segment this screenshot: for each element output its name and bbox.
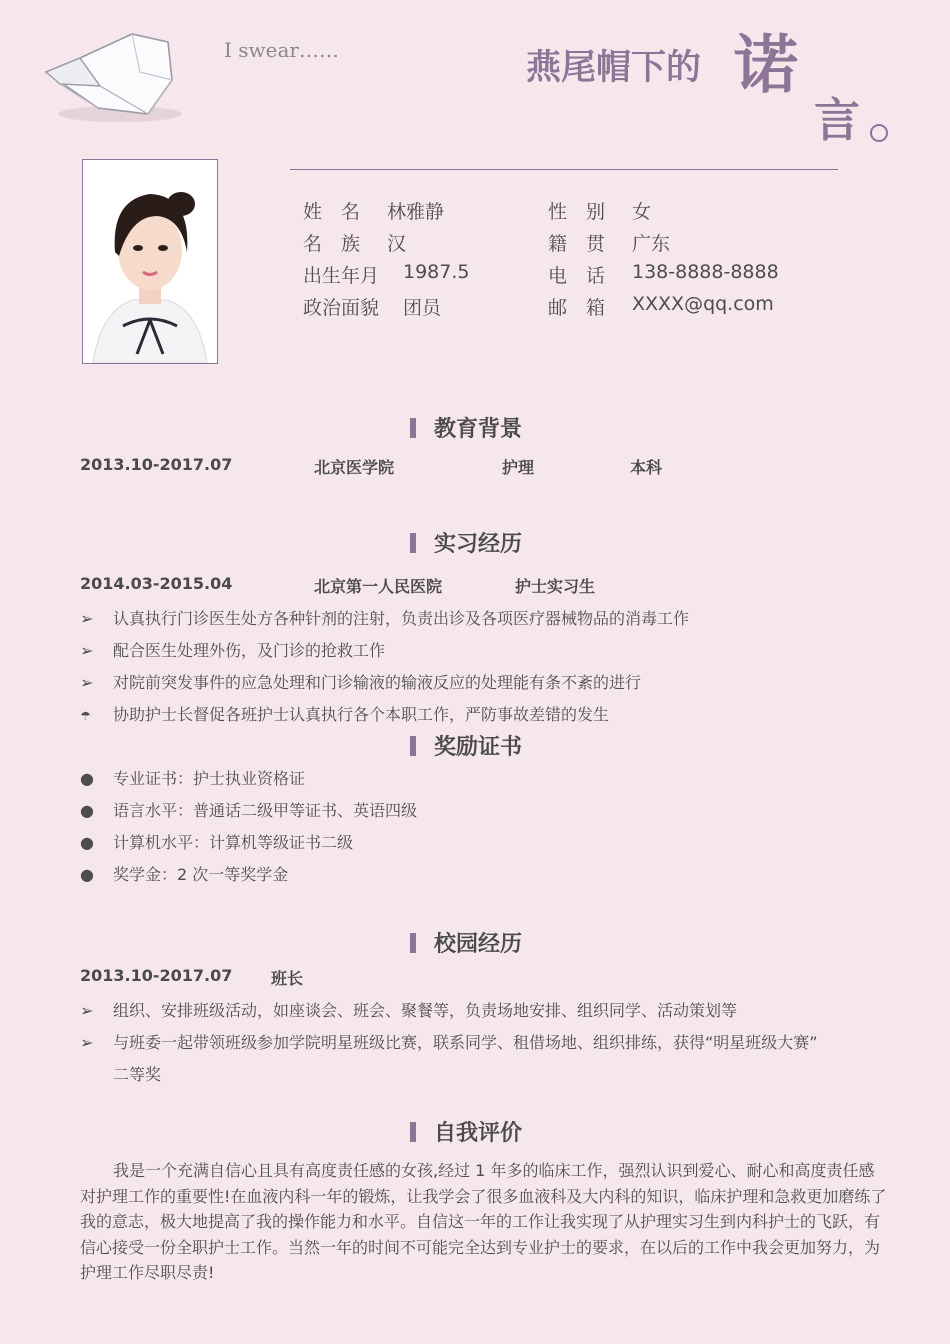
list-item: ● 专业证书：护士执业资格证 xyxy=(80,769,306,788)
dot-bullet-icon: ● xyxy=(80,833,94,852)
dot-bullet-icon: ● xyxy=(80,865,94,884)
email-label: 邮 箱 xyxy=(548,297,606,319)
political-label: 政治面貌 xyxy=(303,297,380,319)
birth-value: 1987.5 xyxy=(403,261,470,283)
umbrella-icon: ☂ xyxy=(80,709,91,723)
origin-label: 籍 贯 xyxy=(548,233,606,255)
arrow-bullet-icon: ➢ xyxy=(80,609,94,628)
phone-label: 电 话 xyxy=(548,265,606,287)
internship-org: 北京第一人民医院 xyxy=(314,577,443,596)
name-label: 姓 名 xyxy=(303,201,361,223)
list-item: ➢ 与班委一起带领班级参加学院明星班级比赛，联系同学、租借场地、组织排练，获得“明星班级大赛” xyxy=(80,1033,818,1052)
internship-period: 2014.03-2015.04 xyxy=(80,574,233,593)
self-evaluation-text: 我是一个充满自信心且具有高度责任感的女孩,经过 1 年多的临床工作，强烈认识到爱心、耐心和高度责任感对护理工作的重要性!在血液内科一年的锻炼，让我学会了很多血液科及大内科的知识，临床护理和急救更加磨练了我的意志，极大地提高了我的操作能力和水平。自信这一年的工作让我实现了从护理实习生到内科护士的飞跃，有信心接受一份全职护士工作。当然一年的时间不可能完全达到专业护士的要求，在以后的工作中我会更加努力，为护理工作尽职尽责! xyxy=(80,1161,887,1282)
section-title-internship: 实习经历 xyxy=(410,527,522,558)
campus-role: 班长 xyxy=(271,969,304,988)
list-item: ➢ 组织、安排班级活动，如座谈会、班会、聚餐等，负责场地安排、组织同学、活动策划等 xyxy=(80,1001,738,1020)
birth-label: 出生年月 xyxy=(303,265,380,287)
political-value: 团员 xyxy=(403,297,442,319)
section-bar xyxy=(410,533,416,553)
section-title-awards: 奖励证书 xyxy=(410,730,522,761)
list-item: ● 语言水平：普通话二级甲等证书、英语四级 xyxy=(80,801,418,820)
section-bar xyxy=(410,1122,416,1142)
ethnic-label: 名 族 xyxy=(303,233,361,255)
header-title-big-char: 诺 xyxy=(734,28,798,103)
education-school: 北京医学院 xyxy=(314,458,395,477)
campus-period: 2013.10-2017.07 xyxy=(80,966,233,985)
arrow-bullet-icon: ➢ xyxy=(80,673,94,692)
ethnic-value: 汉 xyxy=(387,233,407,255)
education-period: 2013.10-2017.07 xyxy=(80,455,233,474)
arrow-bullet-icon: ➢ xyxy=(80,641,94,660)
section-title-education: 教育背景 xyxy=(410,412,522,443)
header-title-period xyxy=(870,124,888,142)
header-title: 燕尾帽下的 xyxy=(526,47,702,88)
tagline: I swear…… xyxy=(224,38,339,62)
gender-label: 性 别 xyxy=(548,201,606,223)
section-title-campus: 校园经历 xyxy=(410,927,522,958)
arrow-bullet-icon: ➢ xyxy=(80,1001,94,1020)
list-item: ➢ 对院前突发事件的应急处理和门诊输液的输液反应的处理能有条不紊的进行 xyxy=(80,673,642,692)
list-item: ● 奖学金：2 次一等奖学金 xyxy=(80,865,289,884)
header-divider xyxy=(290,169,838,170)
arrow-bullet-icon: ➢ xyxy=(80,1033,94,1052)
education-major: 护理 xyxy=(502,458,535,477)
nurse-cap-icon xyxy=(40,28,190,128)
origin-value: 广东 xyxy=(632,233,671,255)
dot-bullet-icon: ● xyxy=(80,769,94,788)
header-title-big-char-2: 言 xyxy=(814,93,860,147)
email-value: XXXX@qq.com xyxy=(632,293,774,315)
gender-value: 女 xyxy=(632,201,652,223)
list-item: ➢ 认真执行门诊医生处方各种针剂的注射，负责出诊及各项医疗器械物品的消毒工作 xyxy=(80,609,690,628)
education-degree: 本科 xyxy=(630,458,663,477)
list-item-continuation: 二等奖 xyxy=(113,1065,162,1084)
dot-bullet-icon: ● xyxy=(80,801,94,820)
section-bar xyxy=(410,418,416,438)
profile-photo xyxy=(82,159,218,364)
section-bar xyxy=(410,933,416,953)
list-item: ☂ 协助护士长督促各班护士认真执行各个本职工作，严防事故差错的发生 xyxy=(80,705,610,724)
list-item: ➢ 配合医生处理外伤，及门诊的抢救工作 xyxy=(80,641,386,660)
section-bar xyxy=(410,736,416,756)
list-item: ● 计算机水平：计算机等级证书二级 xyxy=(80,833,354,852)
internship-role: 护士实习生 xyxy=(515,577,596,596)
phone-value: 138-8888-8888 xyxy=(632,261,779,283)
name-value: 林雅静 xyxy=(387,201,445,223)
section-title-self: 自我评价 xyxy=(410,1116,522,1147)
